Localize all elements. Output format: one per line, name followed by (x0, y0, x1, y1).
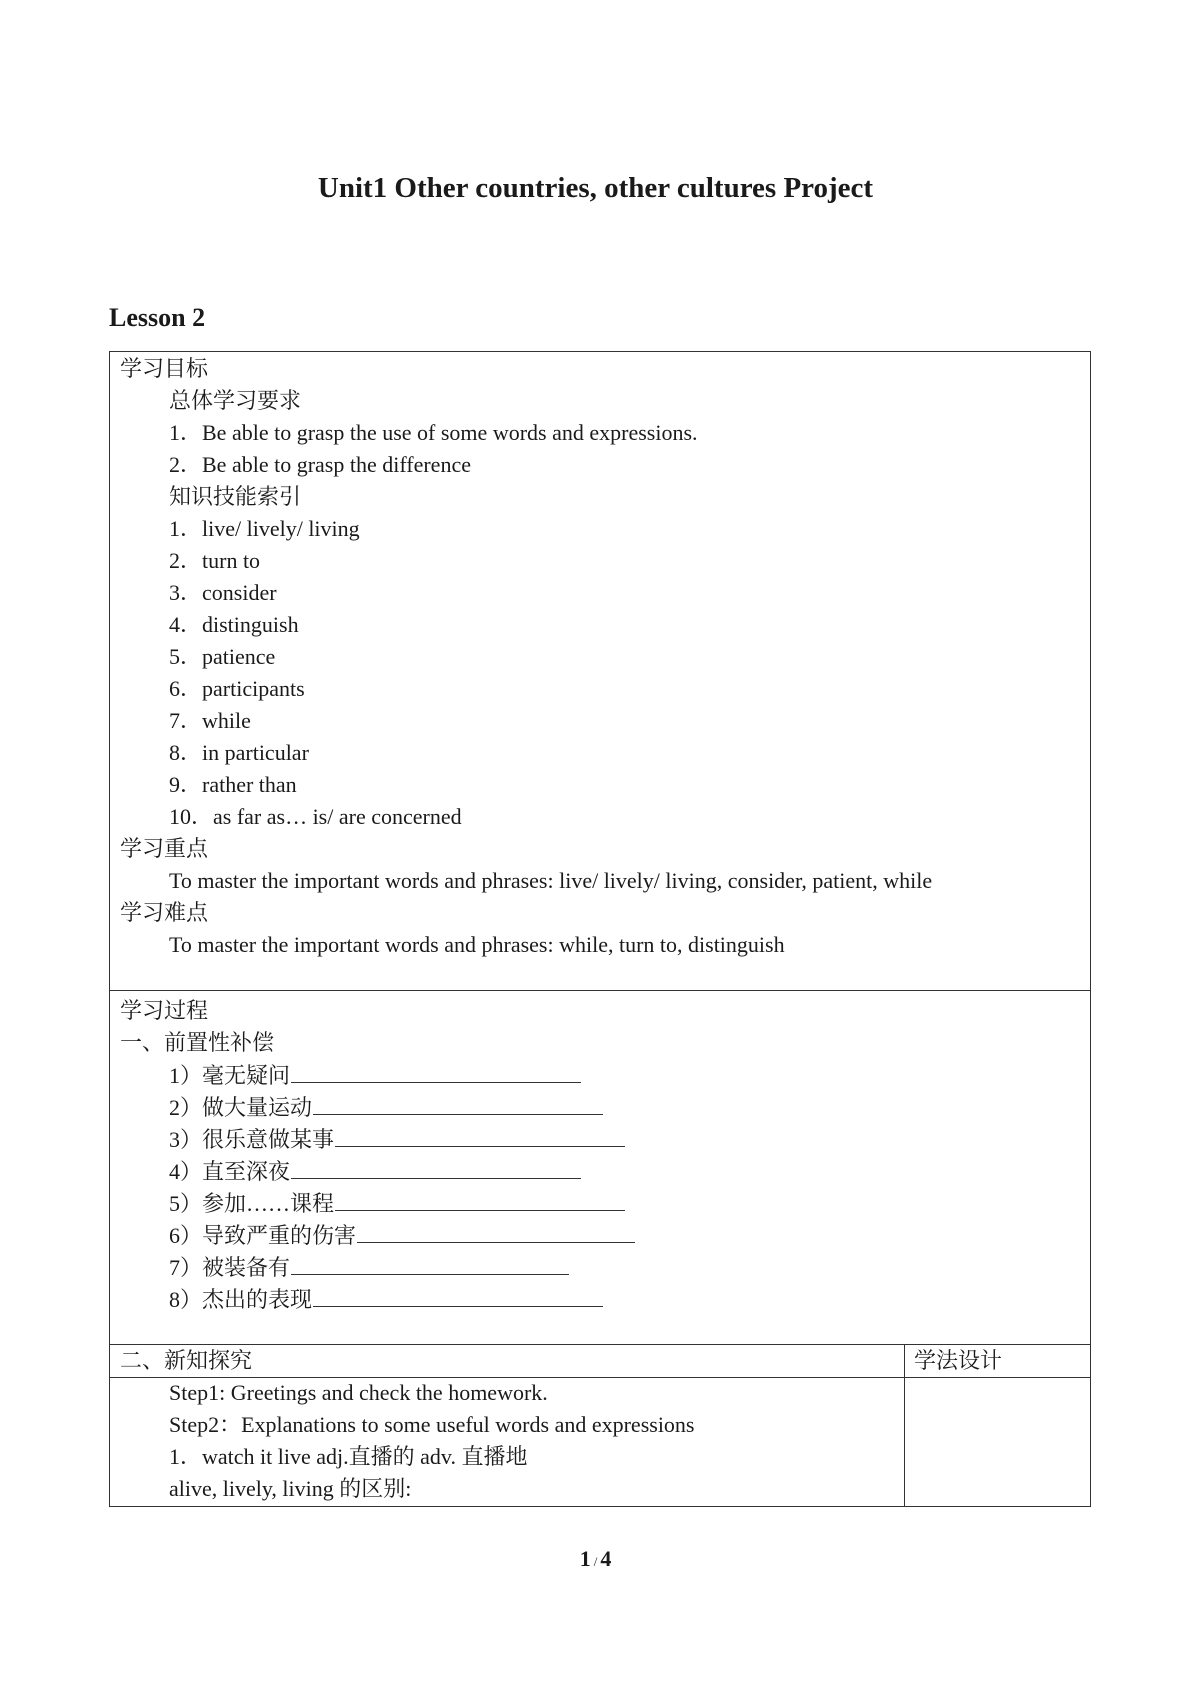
answer-blank[interactable] (335, 1126, 625, 1147)
explore-line: Step2：Explanations to some useful words and expressions (169, 1412, 695, 1437)
skill-index-item: 6．participants (169, 676, 305, 701)
fill-blank-prompt: 5）参加……课程 (169, 1191, 335, 1216)
explore-line: 1．watch it live adj.直播的 adv. 直播地 (169, 1444, 528, 1469)
skill-index-item: 2．turn to (169, 548, 261, 573)
fill-blank-prompt: 3）很乐意做某事 (169, 1127, 335, 1152)
page-current: 1 (579, 1546, 591, 1571)
skill-index-item: 4．distinguish (169, 612, 299, 637)
fill-blank-item (169, 1094, 603, 1121)
fill-blank-item (169, 1190, 625, 1217)
answer-blank[interactable] (335, 1190, 625, 1211)
method-design-cell (904, 1377, 1091, 1507)
skill-index-heading: 知识技能索引 (169, 484, 302, 509)
page-number (0, 1546, 1191, 1572)
answer-blank[interactable] (291, 1158, 581, 1179)
answer-blank[interactable] (357, 1222, 635, 1243)
fill-blank-item (169, 1126, 625, 1153)
process-heading: 学习过程 (120, 998, 209, 1023)
explore-heading: 二、新知探究 (120, 1348, 253, 1373)
key-points-text: To master the important words and phrases: live/ lively/ living, consider, patient, while (169, 868, 933, 893)
skill-index-item: 9．rather than (169, 772, 297, 797)
method-design-heading: 学法设计 (914, 1348, 1003, 1373)
skill-index-item: 1．live/ lively/ living (169, 516, 360, 541)
fill-blank-item (169, 1286, 603, 1313)
skill-index-item: 7．while (169, 708, 251, 733)
fill-blank-prompt: 1）毫无疑问 (169, 1063, 291, 1088)
answer-blank[interactable] (313, 1286, 603, 1307)
fill-blank-item (169, 1254, 569, 1281)
fill-blank-item (169, 1158, 581, 1185)
general-item: 1．Be able to grasp the use of some words and expressions. (169, 420, 698, 445)
difficult-points-text: To master the important words and phrases: while, turn to, distinguish (169, 932, 785, 957)
answer-blank[interactable] (313, 1094, 603, 1115)
fill-blank-prompt: 7）被装备有 (169, 1255, 291, 1280)
answer-blank[interactable] (291, 1062, 581, 1083)
skill-index-item: 5．patience (169, 644, 276, 669)
general-item: 2．Be able to grasp the difference (169, 452, 471, 477)
objectives-heading: 学习目标 (120, 356, 209, 381)
general-requirements-heading: 总体学习要求 (169, 388, 302, 413)
fill-blank-prompt: 2）做大量运动 (169, 1095, 313, 1120)
fill-blank-item (169, 1222, 635, 1249)
skill-index-item: 10．as far as… is/ are concerned (169, 804, 462, 829)
objectives-section (109, 351, 1091, 991)
answer-blank[interactable] (291, 1254, 569, 1275)
page-total: 4 (600, 1546, 612, 1571)
explore-line: alive, lively, living 的区别: (169, 1476, 412, 1501)
lesson-heading: Lesson 2 (109, 303, 206, 332)
fill-blank-prompt: 4）直至深夜 (169, 1159, 291, 1184)
fill-blank-prompt: 6）导致严重的伤害 (169, 1223, 357, 1248)
explore-line: Step1: Greetings and check the homework. (169, 1380, 548, 1405)
pre-compensation-heading: 一、前置性补偿 (120, 1030, 275, 1055)
skill-index-item: 3．consider (169, 580, 277, 605)
fill-blank-item (169, 1062, 581, 1089)
page-separator: / (593, 1554, 598, 1569)
key-points-heading: 学习重点 (120, 836, 209, 861)
fill-blank-prompt: 8）杰出的表现 (169, 1287, 313, 1312)
document-title: Unit1 Other countries, other cultures Project (317, 172, 874, 204)
difficult-points-heading: 学习难点 (120, 900, 209, 925)
skill-index-item: 8．in particular (169, 740, 309, 765)
